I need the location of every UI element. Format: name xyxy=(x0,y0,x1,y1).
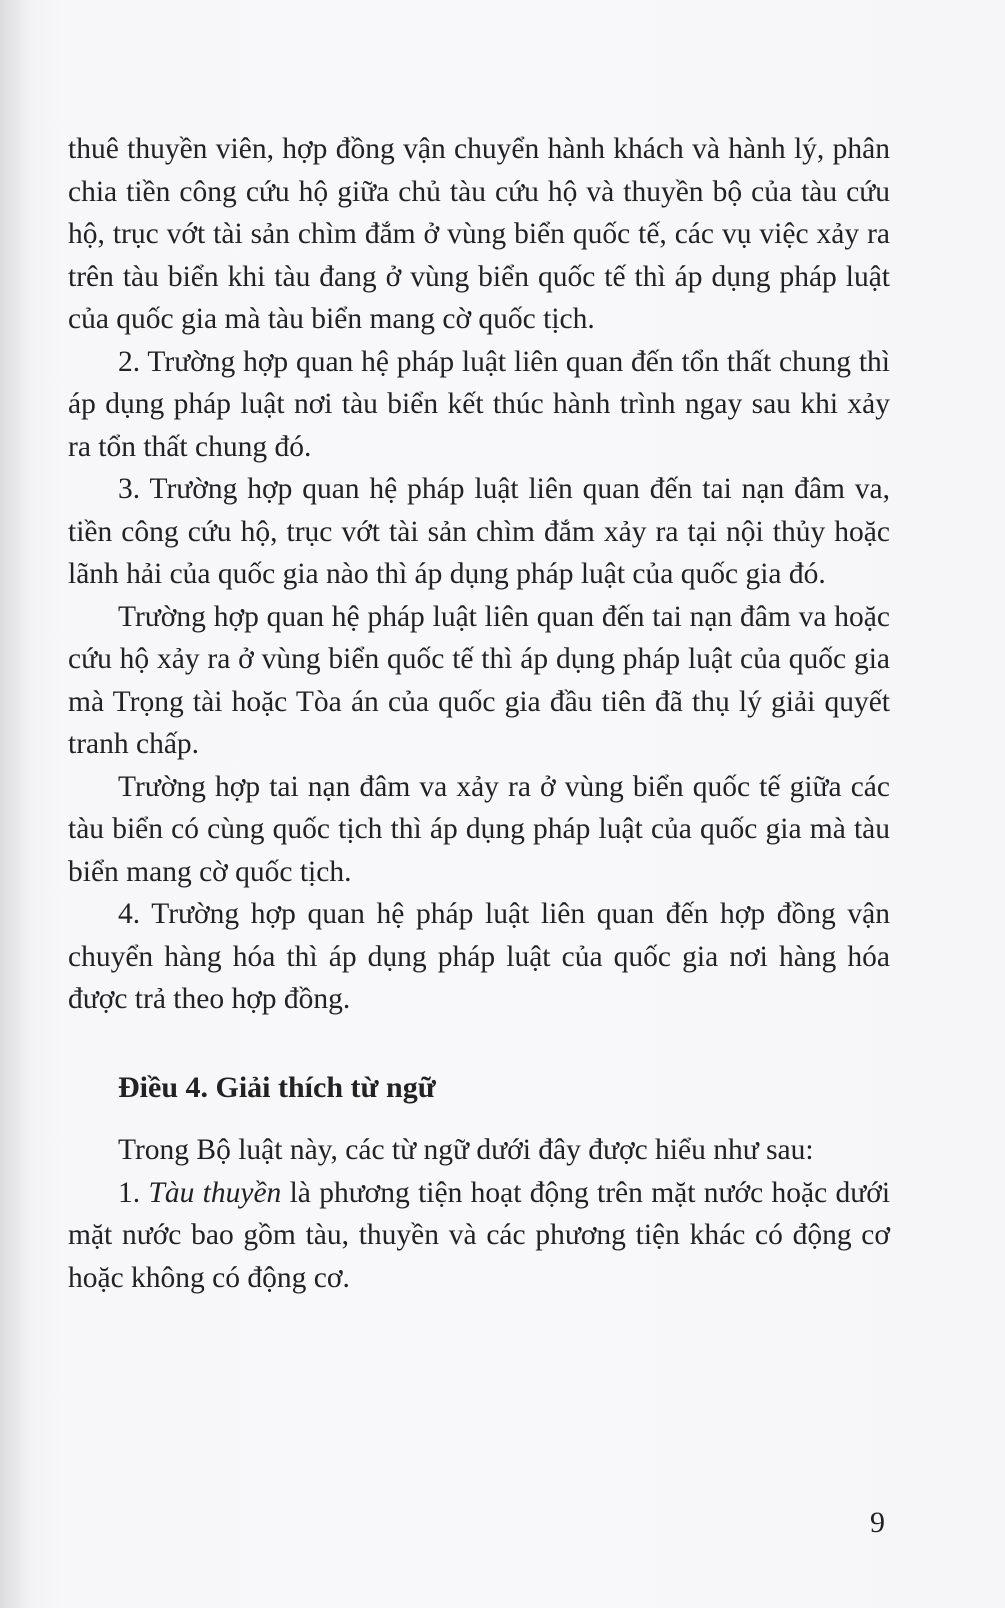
paragraph-clause-3-same-nationality: Trường hợp tai nạn đâm va xảy ra ở vùng biển quốc tế giữa các tàu biển có cùng quốc tịch thì áp dụng pháp luật của quốc gia mà tàu biển mang cờ quốc tịch. xyxy=(68,770,890,888)
definition-number: 1. xyxy=(118,1176,141,1209)
article-heading: Điều 4. Giải thích từ ngữ xyxy=(118,1070,436,1104)
paragraph-clause-3: 3. Trường hợp quan hệ pháp luật liên quan đến tai nạn đâm va, tiền công cứu hộ, trục vớt tài sản chìm đắm xảy ra tại nội thủy hoặc lãnh hải của quốc gia nào thì áp dụng pháp luật của quốc gia đó. xyxy=(68,473,890,590)
page-number: 9 xyxy=(870,1506,885,1539)
paragraph-clause-3-collision-international: Trường hợp quan hệ pháp luật liên quan đến tai nạn đâm va hoặc cứu hộ xảy ra ở vùng biển quốc tế thì áp dụng pháp luật của quốc gia mà Trọng tài hoặc Tòa án của quốc gia đầu tiên đã thụ lý giải quyết tranh chấp. xyxy=(68,600,890,760)
binding-shadow xyxy=(0,0,30,1608)
definition-text: là phương tiện hoạt động trên mặt nước hoặc dưới mặt nước bao gồm tàu, thuyền và các phương tiện khác có động cơ hoặc không có động cơ. xyxy=(68,1176,891,1294)
paragraph-clause-4: 4. Trường hợp quan hệ pháp luật liên quan đến hợp đồng vận chuyển hàng hóa thì áp dụng pháp luật của quốc gia nơi hàng hóa được trả theo hợp đồng. xyxy=(68,898,890,1015)
article-intro: Trong Bộ luật này, các từ ngữ dưới đây được hiểu như sau: xyxy=(118,1134,814,1166)
body-text xyxy=(68,128,890,1299)
definition-1 xyxy=(68,1172,890,1300)
definition-term: Tàu thuyền xyxy=(148,1176,282,1209)
paragraph-continuation: thuê thuyền viên, hợp đồng vận chuyển hành khách và hành lý, phân chia tiền công cứu hộ giữa chủ tàu cứu hộ và thuyền bộ của tàu cứu hộ, trục vớt tài sản chìm đắm ở vùng biển quốc tế, các vụ việc xảy ra trên tàu biển khi tàu đang ở vùng biển quốc tế thì áp dụng pháp luật của quốc gia mà tàu biển mang cờ quốc tịch. xyxy=(68,133,890,335)
paragraph-clause-2: 2. Trường hợp quan hệ pháp luật liên quan đến tổn thất chung thì áp dụng pháp luật nơi tàu biển kết thúc hành trình ngay sau khi xảy ra tổn thất chung đó. xyxy=(68,345,890,463)
